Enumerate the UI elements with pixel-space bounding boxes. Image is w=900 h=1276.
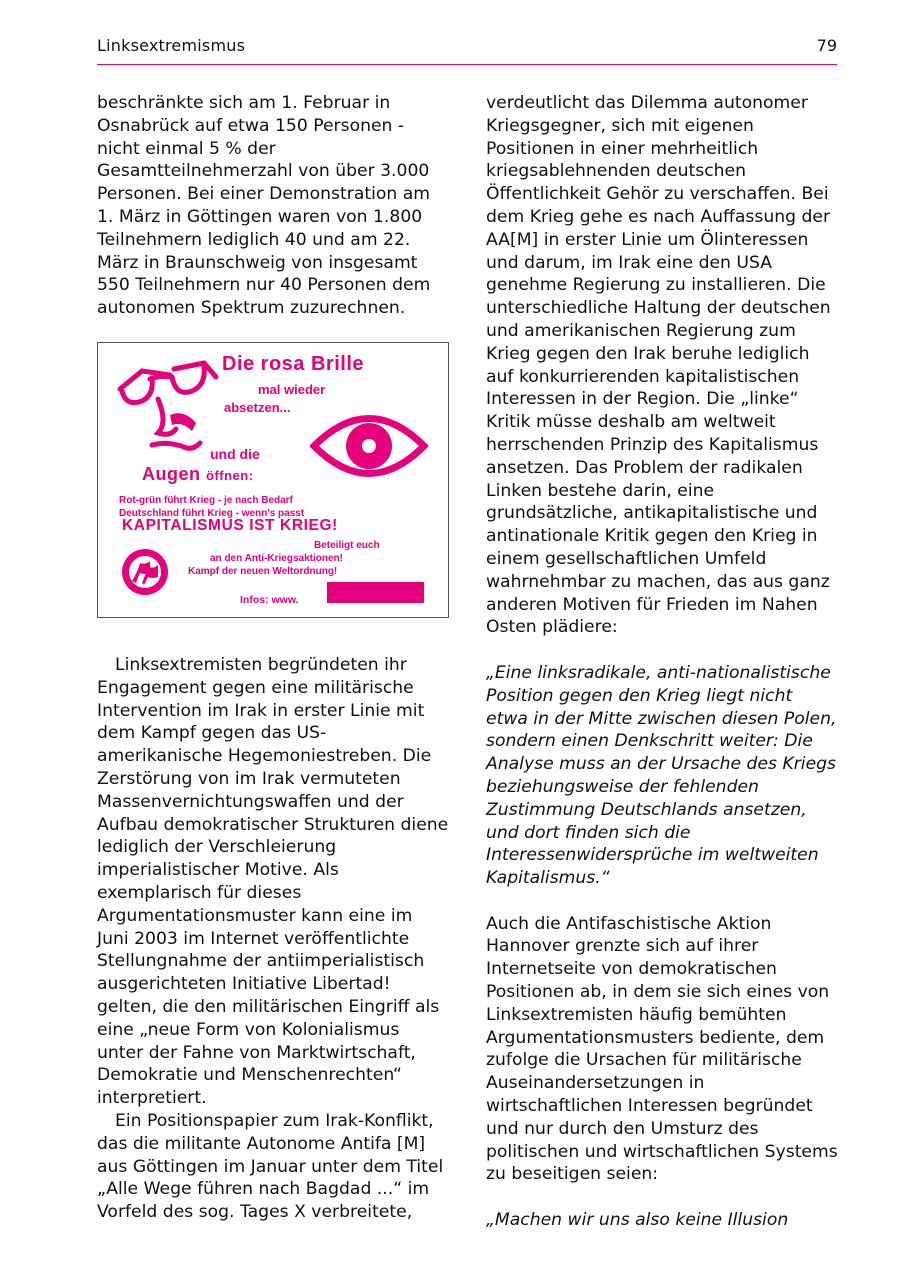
poster-text: Rot-grün führt Krieg - je nach Bedarf <box>119 494 293 506</box>
glasses-face-icon <box>112 349 222 459</box>
poster-text: absetzen... <box>224 399 291 415</box>
poster-text-big: Augen <box>142 463 201 484</box>
paragraph: beschränkte sich am 1. Februar in Osnabrück auf etwa 150 Personen - nicht einmal 5 % der Gesamtteilnehmerzahl von über 3.000 Personen. Bei einer Demonstration am 1. März in Göttingen waren von 1.800 Teilnehmern lediglich 40 und am 22. März in Braunschweig von insgesamt 550 Teilnehmern nur 40 Personen dem autonomen Spektrum zuzurechnen. <box>97 93 431 319</box>
right-column <box>486 92 838 1232</box>
block-quote: „Eine linksradikale, anti-nationalistische Position gegen den Krieg liegt nicht etwa in der Mitte zwischen diesen Polen, sondern einen Denkschritt weiter: Die Analyse muss an der Ursache des Kriegs beziehungsweise der fehlenden Zustimmung Deutschlands ansetzen, und dort finden sich die Interessenwidersprüche im weltweiten Kapitalismus.“ <box>486 662 837 889</box>
page-number: 79 <box>816 36 837 55</box>
poster-text-small: öffnen: <box>206 467 254 483</box>
page-header <box>97 36 837 65</box>
paragraph: verdeutlicht das Dilemma autonomer Kriegsgegner, sich mit eigenen Positionen in einer mehrheitlich kriegsablehnenden deutschen Öffentlichkeit Gehör zu verschaffen. Bei dem Krieg gehe es nach Auffassung der AA[M] in erster Linie um Ölinteressen und darum, im Irak eine den USA genehme Regierung zu installieren. Die unterschiedliche Haltung der deutschen und amerikanischen Regierung zum Krieg gegen den Irak beruhe lediglich auf konkurrierenden kapitalistischen Interessen in der Region. Die „linke“ Kritik müsse deshalb am weltweit herrschenden Prinzip des Kapitalismus ansetzen. Das Problem der radikalen Linken bestehe darin, eine grundsätzliche, antikapitalistische und antinationale Kritik gegen den Krieg in einem gesellschaftlichen Umfeld wahrnehmbar zu machen, das aus ganz anderen Motiven für Frieden im Nahen Osten plädiere: <box>486 93 831 638</box>
paragraph: Auch die Antifaschistische Aktion Hannover grenzte sich auf ihrer Internetseite von demokratischen Positionen ab, in dem sie sich eines von Linksextremisten häufig bemühten Argumentationsmusters bediente, dem zufolge die Ursachen für militärische Auseinandersetzungen in wirtschaftlichen Interessen begründet und nur durch den Umsturz des politischen und wirtschaftlichen Systems zu beseitigen seien: <box>486 913 838 1185</box>
poster-text: Kampf der neuen Weltordnung! <box>188 565 338 577</box>
antifa-flag-logo <box>120 547 170 597</box>
poster-text: und die <box>210 445 260 462</box>
poster-text <box>142 463 254 488</box>
running-title: Linksextremismus <box>97 36 246 55</box>
paragraph: Ein Positionspapier zum Irak-Konflikt, das die militante Autonome Antifa [M] aus Göttingen im Januar unter dem Titel „Alle Wege führen nach Bagdad ...“ im Vorfeld des sog. Tages X verbreitete, <box>97 1110 444 1223</box>
poster-text: Deutschland führt Krieg - wenn's passt <box>119 507 305 519</box>
poster-text: an den Anti-Kriegsaktionen! <box>210 552 343 564</box>
redaction-bar <box>327 582 424 603</box>
poster-url-label: Infos: www. <box>240 593 299 606</box>
left-column <box>97 92 449 1224</box>
poster-image <box>97 342 449 618</box>
poster-headline: Die rosa Brille <box>222 352 365 375</box>
poster-text: Beteiligt euch <box>314 539 380 551</box>
poster-slogan: KAPITALISMUS IST KRIEG! <box>122 516 338 534</box>
paragraph: Linksextremisten begründeten ihr Engagement gegen eine militärische Intervention im Irak in erster Linie mit dem Kampf gegen das US-amerikanische Hegemoniestreben. Die Zerstörung von im Irak vermuteten Massenvernichtungswaffen und der Aufbau demokratischer Strukturen diene lediglich der Verschleierung imperialistischer Motive. Als exemplarisch für dieses Argumentationsmuster kann eine im Juni 2003 im Internet veröffentlichte Stellungnahme der antiimperialistisch ausgerichteten Initiative Libertad! gelten, die den militärischen Eingriff als eine „neue Form von Kolonialismus unter der Fahne von Marktwirtschaft, Demokratie und Menschenrechten“ interpretiert. <box>97 654 449 1109</box>
poster-text: mal wieder <box>258 381 326 397</box>
block-quote: „Machen wir uns also keine Illusion <box>486 1210 789 1231</box>
eye-icon <box>310 405 428 487</box>
